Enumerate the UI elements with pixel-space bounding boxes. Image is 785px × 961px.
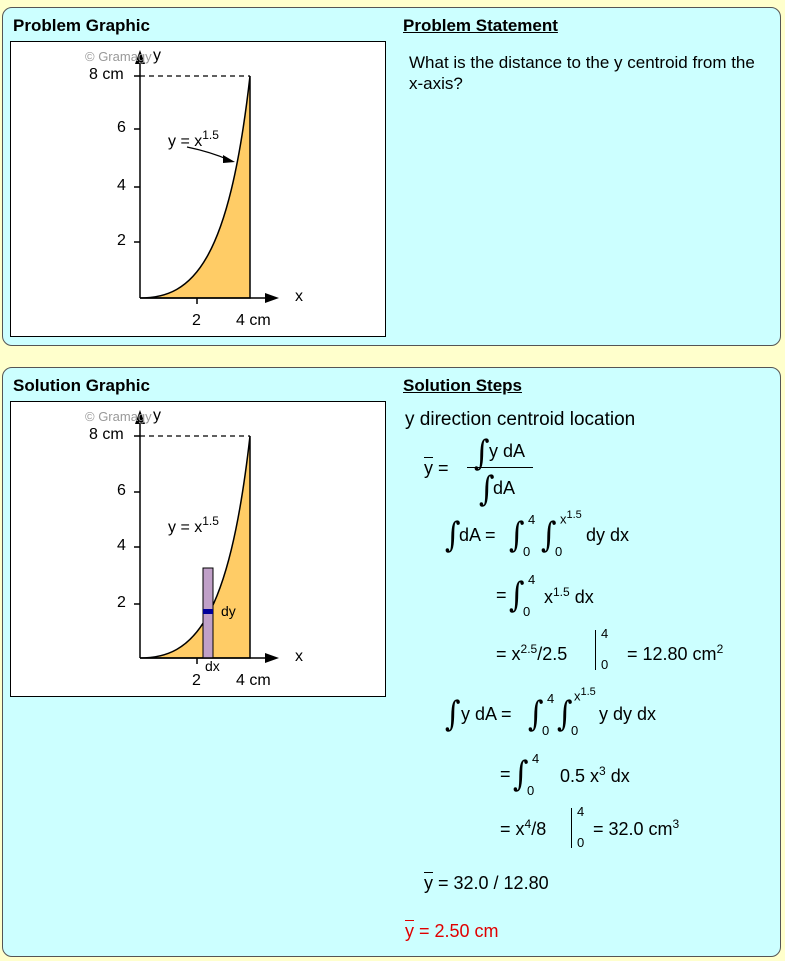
x-tick-2: 2 [192,312,201,329]
limit-upper-x: $x^{1.5}$ [574,686,596,704]
integral-sign: ∫ [445,515,461,556]
limit-upper: 4 [532,751,540,766]
strip-dx-label: dx [205,658,220,674]
problem-graph-svg [11,42,385,336]
eq1-rhs: dy dx [586,525,630,545]
limit-lower: 0 [542,723,550,738]
integral-sign: ∫ [541,515,557,556]
eval-bar [571,808,572,848]
x-axis-arrow [265,293,279,303]
eq2-lhs: = [496,585,507,605]
ybar-eq-label: $\overline{y}$ = [424,458,449,478]
problem-graphic-title: Problem Graphic [13,16,150,35]
integral-sign: ∫ [479,469,495,510]
integral-sign: ∫ [474,433,490,474]
integral-sign: ∫ [528,694,544,735]
solution-graph-svg [11,402,385,696]
shaded-area [140,76,250,298]
copyright-text: © Gramagy [85,49,152,64]
limit-lower: 0 [523,544,531,559]
eq6-body: = $x^4/8$ [500,817,547,839]
limit-upper-x: $x^{1.5}$ [560,509,582,527]
solution-steps-title: Solution Steps [403,376,522,395]
integral-sign: ∫ [509,515,525,556]
problem-panel [2,7,781,346]
limit-upper: 4 [547,691,555,706]
x-axis-label: x [295,288,303,305]
strip-dy-label: dy [221,603,236,619]
curve-equation: $y = x^{1.5}$ [168,128,219,150]
solution-graphic [10,401,386,697]
eq2-body: $x^{1.5}$ dx [544,585,594,607]
limit-lower: 0 [601,657,609,672]
x-tick-4: 4 cm [236,312,271,329]
dy-marker [203,609,213,614]
integral-sign: ∫ [509,575,525,616]
x-axis-label: x [295,648,303,665]
limit-upper: 4 [577,804,585,819]
y-tick-4: 4 [117,537,126,554]
eval-bar [595,630,596,670]
y-tick-6: 6 [117,482,126,499]
integral-sign: ∫ [513,754,529,795]
shaded-area [140,436,250,658]
x-tick-2: 2 [192,672,201,689]
eq3-result: = 12.80 $cm^2$ [627,642,724,664]
y-tick-8: 8 cm [89,426,124,443]
answer: $\overline{y} = 2.50$ cm [405,921,499,941]
eq3-body: = $x^{2.5}/2.5$ [496,642,568,664]
copyright-text: © Gramagy [85,409,152,424]
eq6-result: = 32.0 $cm^3$ [593,817,680,839]
integral-sign: ∫ [445,694,461,735]
solution-graphic-title: Solution Graphic [13,376,150,395]
limit-upper: 4 [528,572,536,587]
eq1-lhs: dA = [459,525,496,545]
eq4-lhs: y dA = [461,704,512,724]
limit-lower: 0 [555,544,563,559]
y-axis-label: y [153,407,161,424]
step-intro: y direction centroid location [405,409,636,430]
limit-lower: 0 [527,783,535,798]
y-tick-8: 8 cm [89,66,124,83]
limit-upper: 4 [528,512,536,527]
limit-lower: 0 [577,835,585,850]
x-tick-4: 4 cm [236,672,271,689]
solution-panel [2,367,781,957]
fraction-denominator: dA [493,478,516,498]
fraction-bar [467,467,533,468]
problem-graphic [10,41,386,337]
problem-statement-text: What is the distance to the y centroid from the x-axis? [409,53,755,93]
limit-lower: 0 [571,723,579,738]
y-tick-2: 2 [117,594,126,611]
eq7: $\overline{y} = 32.0 / 12.80$ [424,873,549,893]
eq4-rhs: y dy dx [599,704,657,724]
y-tick-4: 4 [117,177,126,194]
y-tick-2: 2 [117,232,126,249]
eq5-lhs: = [500,764,511,784]
problem-statement-title: Problem Statement [403,16,558,35]
fraction-numerator: y dA [489,441,526,461]
y-tick-6: 6 [117,119,126,136]
eq5-body: 0.5 $x^3$ dx [560,764,630,786]
integral-sign: ∫ [557,694,573,735]
limit-lower: 0 [523,604,531,619]
limit-upper: 4 [601,626,609,641]
y-axis-label: y [153,47,161,64]
curve-equation: $y = x^{1.5}$ [168,514,219,536]
